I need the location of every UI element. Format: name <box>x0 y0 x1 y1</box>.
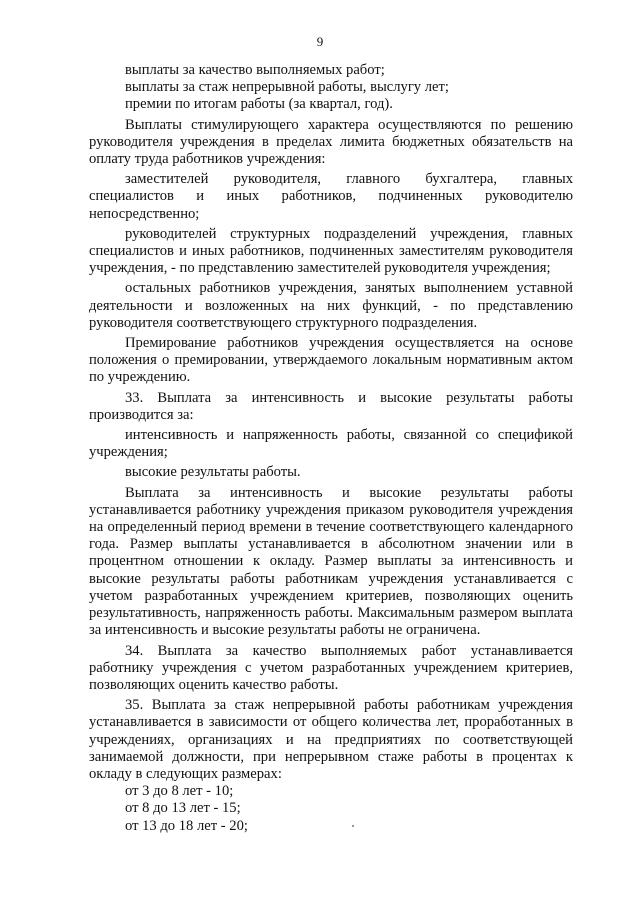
paragraph-section-34: 34. Выплата за качество выполняемых работ устанавливается работнику учреждения с учетом разработанных учреждением критериев, позволяющих оценить качество работы. <box>89 642 573 693</box>
paragraph-intensity: интенсивность и напряженность работы, связанной со спецификой учреждения; <box>89 427 573 461</box>
paragraph-section-33: 33. Выплата за интенсивность и высокие результаты работы производится за: <box>89 389 573 423</box>
list-item-13-18-years: от 13 до 18 лет - 20; <box>125 817 248 834</box>
paragraph-bonus-regulation: Премирование работников учреждения осуществляется на основе положения о премировании, утверждаемого локальным нормативным актом по учреждению. <box>89 335 573 386</box>
scan-speck <box>352 825 354 827</box>
paragraph-incentive-decision: Выплаты стимулирующего характера осуществляются по решению руководителя учреждения в пределах лимита бюджетных обязательств на оплату труда работников учреждения: <box>89 116 573 168</box>
paragraph-quality-payments: выплаты за качество выполняемых работ; <box>125 62 385 78</box>
paragraph-high-results: высокие результаты работы. <box>125 464 301 481</box>
list-item-3-8-years: от 3 до 8 лет - 10; <box>125 783 234 800</box>
paragraph-deputies: заместителей руководителя, главного бухгалтера, главных специалистов и иных работников, подчиненных руководителю непосредственно; <box>89 171 573 222</box>
paragraph-heads-of-units: руководителей структурных подразделений учреждения, главных специалистов и иных работников, подчиненных заместителям руководителя учреждения, - по представлению заместителей руководителя учреждения; <box>89 225 573 277</box>
paragraph-other-employees: остальных работников учреждения, занятых выполнением уставной деятельности и возложенных на них функций, - по представлению руководителя соответствующего структурного подразделения. <box>89 280 573 331</box>
document-body <box>89 62 573 835</box>
paragraph-intensity-details: Выплата за интенсивность и высокие результаты работы устанавливается работнику учреждения приказом руководителя учреждения на определенный период времени в течение соответствующего календарного года. Размер выплаты устанавливается в абсолютном значении или в процентном отношении к окладу. Размер выплаты за интенсивность и высокие результаты работы работникам учреждения устанавливается с учетом разработанных учреждением критериев, позволяющих оценить результативность, напряженность работы. Максимальным размером выплата за интенсивность и высокие результаты работы не ограничена. <box>89 484 573 639</box>
paragraph-bonuses: премии по итогам работы (за квартал, год). <box>125 96 393 113</box>
paragraph-seniority-payments: выплаты за стаж непрерывной работы, выслугу лет; <box>125 79 449 96</box>
page-number: 9 <box>316 34 324 49</box>
list-item-8-13-years: от 8 до 13 лет - 15; <box>125 800 241 817</box>
paragraph-section-35: 35. Выплата за стаж непрерывной работы работникам учреждения устанавливается в зависимости от общего количества лет, проработанных в учреждениях, организациях и на предприятиях по соответствующей занимаемой должности, при непрерывном стаже работы в процентах к окладу в следующих размерах: <box>89 697 573 782</box>
